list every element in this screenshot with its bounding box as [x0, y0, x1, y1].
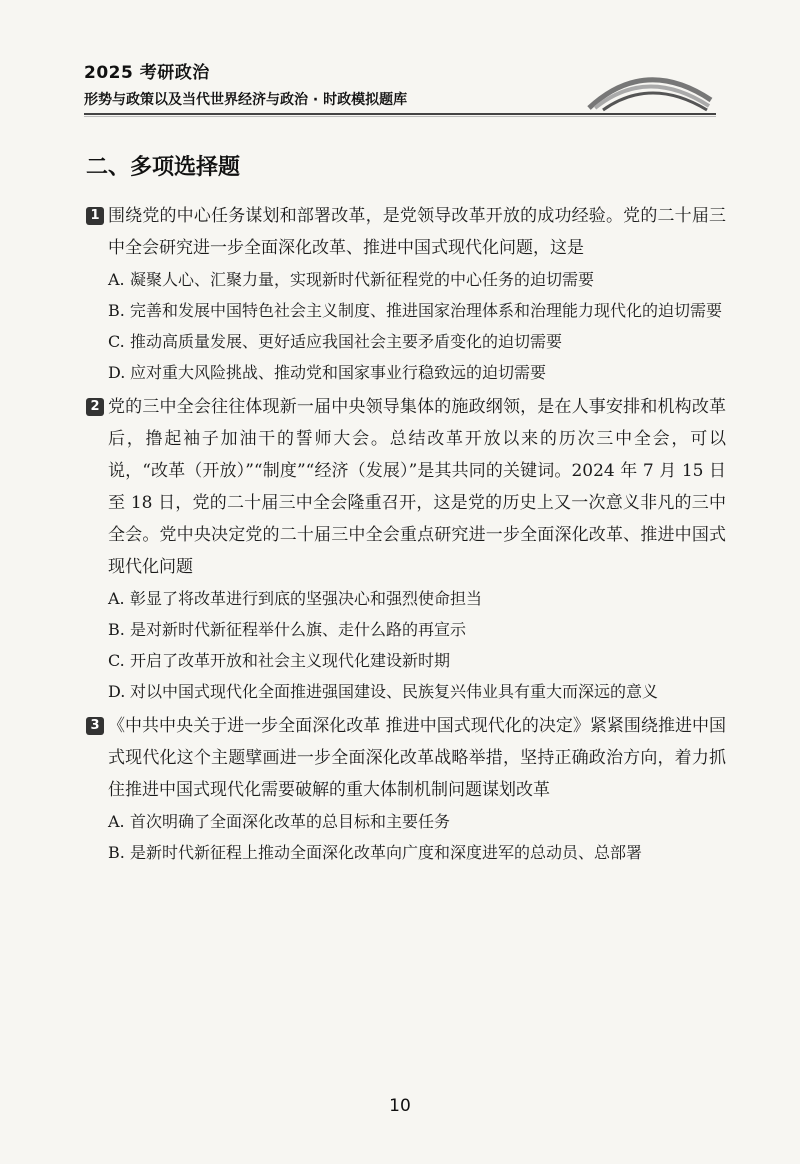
question-text: 围绕党的中心任务谋划和部署改革，是党领导改革开放的成功经验。党的二十届三中全会研究进一步全面深化改革、推进中国式现代化问题，这是: [108, 206, 726, 258]
option-b: [108, 837, 726, 868]
option-b: [108, 295, 726, 326]
option-d: [108, 357, 726, 388]
option-text: 是对新时代新征程举什么旗、走什么路的再宣示: [130, 620, 467, 639]
question-text: 《中共中央关于进一步全面深化改革 推进中国式现代化的决定》紧紧围绕推进中国式现代化这个主题擘画进一步全面深化改革战略举措，坚持正确政治方向，着力抓住推进中国式现代化需要破解的重大体制机制问题谋划改革: [108, 716, 726, 800]
question-list: [86, 200, 726, 871]
option-letter: B.: [108, 843, 125, 862]
option-text: 完善和发展中国特色社会主义制度、推进国家治理体系和治理能力现代化的迫切需要: [130, 301, 723, 320]
option-letter: D.: [108, 363, 126, 382]
question-1: [86, 200, 726, 388]
option-d: [108, 676, 726, 707]
option-text: 推动高质量发展、更好适应我国社会主要矛盾变化的迫切需要: [130, 332, 563, 351]
option-letter: D.: [108, 682, 126, 701]
page-number: 10: [389, 1096, 411, 1116]
option-a: [108, 806, 726, 837]
header-rule-thin: [84, 116, 716, 117]
option-a: [108, 264, 726, 295]
option-text: 彰显了将改革进行到底的坚强决心和强烈使命担当: [130, 589, 483, 608]
header-rule: [84, 113, 716, 115]
option-letter: A.: [108, 270, 125, 289]
question-2: [86, 391, 726, 707]
option-letter: A.: [108, 589, 125, 608]
option-text: 应对重大风险挑战、推动党和国家事业行稳致远的迫切需要: [130, 363, 547, 382]
option-text: 首次明确了全面深化改革的总目标和主要任务: [130, 812, 451, 831]
option-b: [108, 614, 726, 645]
option-list: [86, 264, 726, 388]
question-number-badge: 2: [86, 398, 104, 416]
option-letter: C.: [108, 332, 125, 351]
question-stem: [86, 710, 726, 806]
option-list: [86, 583, 726, 707]
question-stem: [86, 200, 726, 264]
option-list: [86, 806, 726, 868]
option-text: 开启了改革开放和社会主义现代化建设新时期: [130, 651, 451, 670]
option-a: [108, 583, 726, 614]
option-text: 对以中国式现代化全面推进强国建设、民族复兴伟业具有重大而深远的意义: [130, 682, 659, 701]
option-text: 是新时代新征程上推动全面深化改革向广度和深度进军的总动员、总部署: [130, 843, 643, 862]
option-letter: C.: [108, 651, 125, 670]
option-text: 凝聚人心、汇聚力量，实现新时代新征程党的中心任务的迫切需要: [130, 270, 595, 289]
option-letter: B.: [108, 301, 125, 320]
header-arc-decoration: [585, 62, 715, 112]
question-number-badge: 1: [86, 207, 104, 225]
question-3: [86, 710, 726, 868]
option-letter: A.: [108, 812, 125, 831]
question-text: 党的三中全会往往体现新一届中央领导集体的施政纲领，是在人事安排和机构改革后，撸起袖子加油干的誓师大会。总结改革开放以来的历次三中全会，可以说，“改革（开放）”“制度”“经济（发展）”是其共同的关键词。2024 年 7 月 15 日至 18 日，党的二十届三中全会隆重召开，这是党的历史上又一次意义非凡的三中全会。党中央决定党的二十届三中全会重点研究进一步全面深化改革、推进中国式现代化问题: [108, 397, 726, 577]
book-subtitle: 形势与政策以及当代世界经济与政治 · 时政模拟题库: [84, 92, 408, 108]
question-number-badge: 3: [86, 717, 104, 735]
option-c: [108, 326, 726, 357]
book-title: 2025 考研政治: [84, 63, 210, 83]
section-title: 二、多项选择题: [86, 155, 241, 180]
question-stem: [86, 391, 726, 583]
option-letter: B.: [108, 620, 125, 639]
option-c: [108, 645, 726, 676]
